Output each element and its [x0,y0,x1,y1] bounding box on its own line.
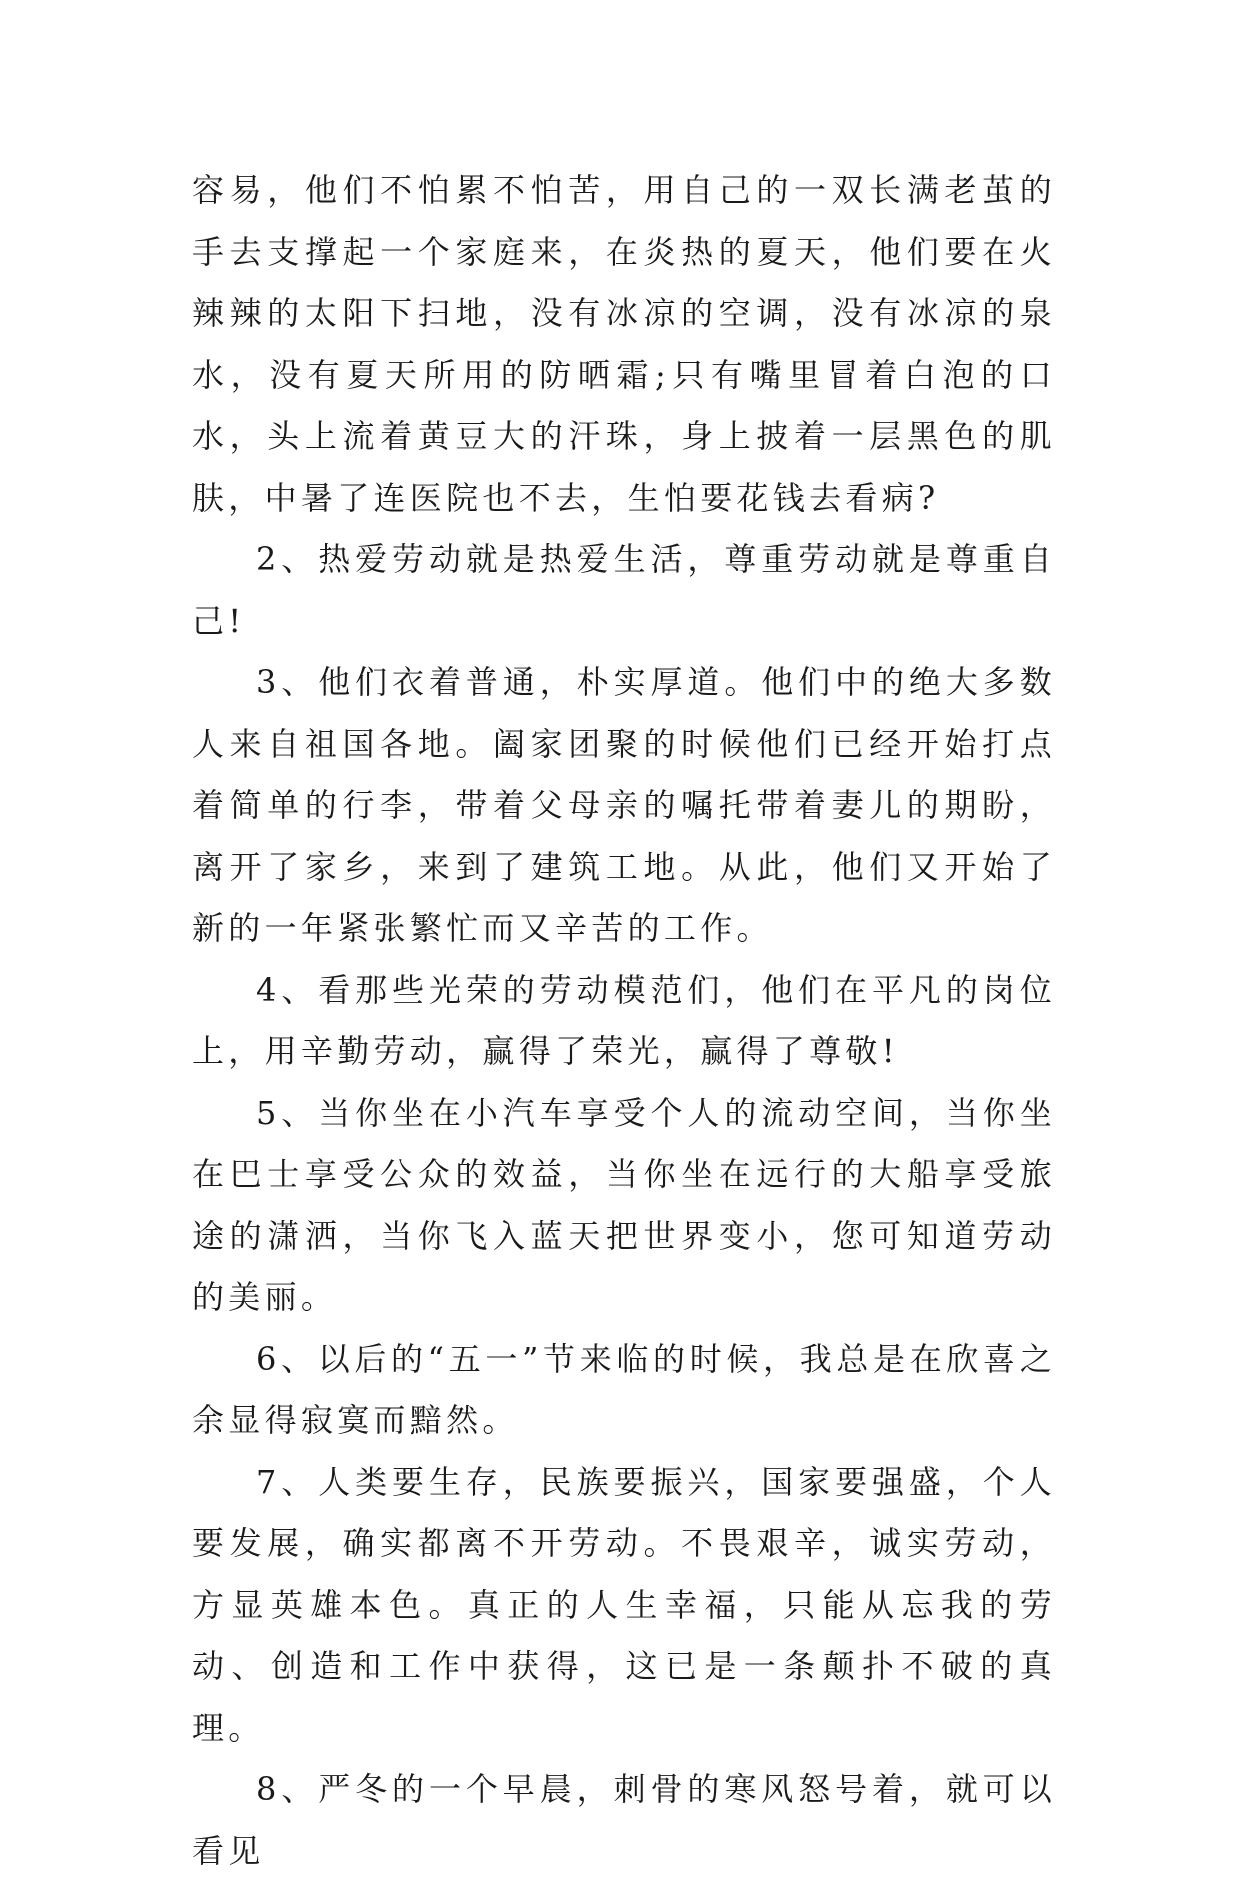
paragraph-continued: 容易，他们不怕累不怕苦，用自己的一双长满老茧的手去支撑起一个家庭来，在炎热的夏天，他们要在火辣辣的太阳下扫地，没有冰凉的空调，没有冰凉的泉水，没有夏天所用的防晒霜;只有嘴里冒着白泡的口水，头上流着黄豆大的汗珠，身上披着一层黑色的肌肤，中暑了连医院也不去，生怕要花钱去看病? [192,171,1056,517]
paragraph-4: 4、看那些光荣的劳动模范们，他们在平凡的岗位上，用辛勤劳动，赢得了荣光，赢得了尊敬! [192,970,1056,1070]
paragraph-5: 5、当你坐在小汽车享受个人的流动空间，当你坐在巴士享受公众的效益，当你坐在远行的大船享受旅途的潇洒，当你飞入蓝天把世界变小，您可知道劳动的美丽。 [192,1093,1056,1316]
paragraph-7: 7、人类要生存，民族要振兴，国家要强盛，个人要发展，确实都离不开劳动。不畏艰辛，诚实劳动，方显英雄本色。真正的人生幸福，只能从忘我的劳动、创造和工作中获得，这已是一条颠扑不破的真理。 [192,1462,1056,1747]
paragraph-8: 8、严冬的一个早晨，刺骨的寒风怒号着，就可以看见 [192,1770,1056,1870]
paragraph-2: 2、热爱劳动就是热爱生活，尊重劳动就是尊重自己! [192,540,1056,640]
document-body [192,160,1056,1882]
paragraph-6: 6、以后的“五一”节来临的时候，我总是在欣喜之余显得寂寞而黯然。 [192,1339,1056,1439]
paragraph-3: 3、他们衣着普通，朴实厚道。他们中的绝大多数人来自祖国各地。阖家团聚的时候他们已经开始打点着简单的行李，带着父母亲的嘱托带着妻儿的期盼，离开了家乡，来到了建筑工地。从此，他们又开始了新的一年紧张繁忙而又辛苦的工作。 [192,663,1056,947]
